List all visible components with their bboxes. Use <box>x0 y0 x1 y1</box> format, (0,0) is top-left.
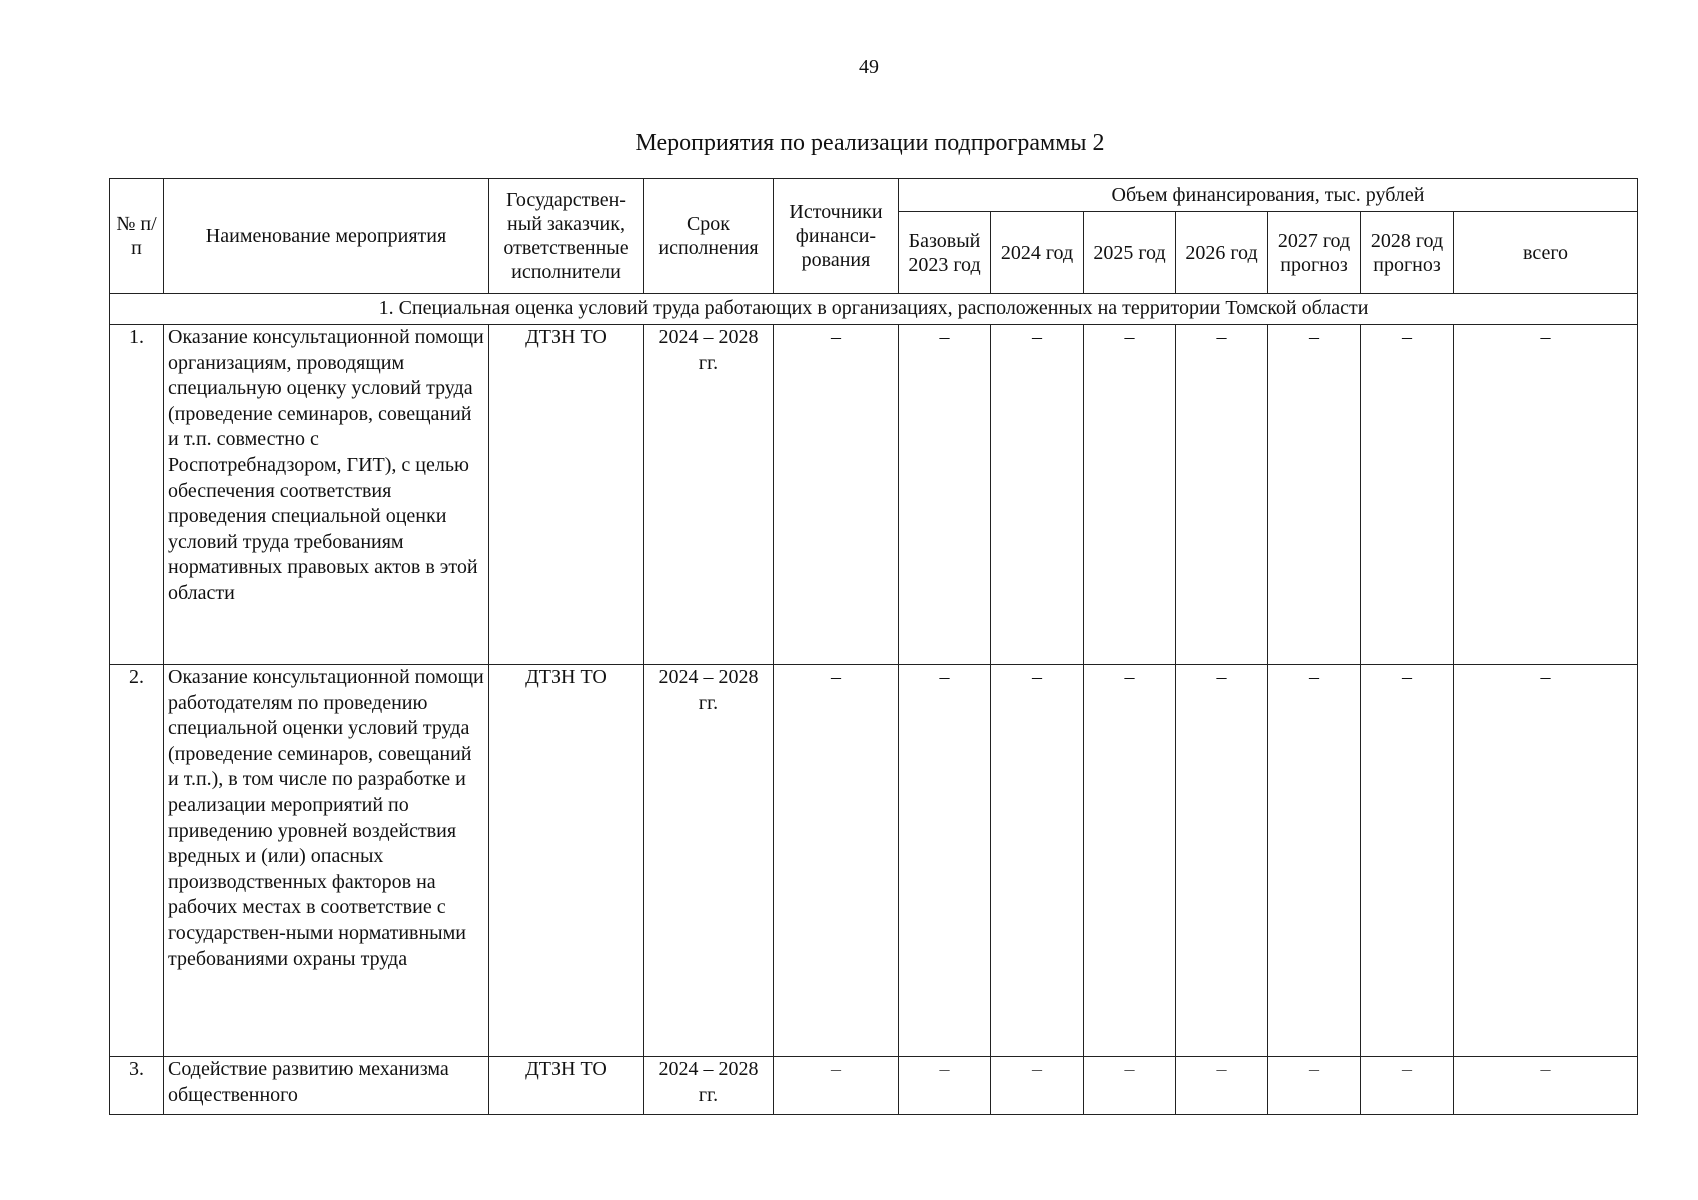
row-value-2024: – <box>991 665 1084 1057</box>
header-year-2027-forecast: 2027 год прогноз <box>1268 212 1361 294</box>
row-value-2024: – <box>991 325 1084 665</box>
row-value-2026: – <box>1176 665 1268 1057</box>
row-num: 2. <box>110 665 164 1057</box>
row-num: 3. <box>110 1057 164 1115</box>
row-value-2026: – <box>1176 1057 1268 1115</box>
page-number: 49 <box>859 56 879 78</box>
header-term: Срок исполнения <box>644 179 774 294</box>
header-year-2025: 2025 год <box>1084 212 1176 294</box>
header-sources: Источники финанси-рования <box>774 179 899 294</box>
row-source: – <box>774 1057 899 1115</box>
row-num: 1. <box>110 325 164 665</box>
row-customer: ДТЗН ТО <box>489 325 644 665</box>
row-name: Оказание консультационной помощи работодателям по проведению специальной оценки условий труда (проведение семинаров, совещаний и т.п.), в том числе по разработке и реализации мероприятий по приведению уровней воздействия вредных и (или) опасных производственных факторов на рабочих местах в соответствие с государствен-ными нормативными требованиями охраны труда <box>164 665 489 1057</box>
header-year-2024: 2024 год <box>991 212 1084 294</box>
document-title: Мероприятия по реализации подпрограммы 2 <box>635 130 1105 156</box>
row-value-2024: – <box>991 1057 1084 1115</box>
row-term: 2024 – 2028 гг. <box>644 1057 774 1115</box>
row-value-2025: – <box>1084 665 1176 1057</box>
row-value-2028: – <box>1361 665 1454 1057</box>
row-value-2026: – <box>1176 325 1268 665</box>
row-value-2028: – <box>1361 325 1454 665</box>
row-value-2027: – <box>1268 1057 1361 1115</box>
header-year-2026: 2026 год <box>1176 212 1268 294</box>
row-name: Содействие развитию механизма общественного <box>164 1057 489 1115</box>
row-value-2025: – <box>1084 325 1176 665</box>
header-num: № п/п <box>110 179 164 294</box>
row-value-2027: – <box>1268 325 1361 665</box>
row-source: – <box>774 325 899 665</box>
row-value-base-2023: – <box>899 665 991 1057</box>
table-row <box>110 325 1638 665</box>
row-name: Оказание консультационной помощи организациям, проводящим специальную оценку условий труда (проведение семинаров, совещаний и т.п. совместно с Роспотребнадзором, ГИТ), с целью обеспечения соответствия проведения специальной оценки условий труда требованиям нормативных правовых актов в этой области <box>164 325 489 665</box>
header-year-2028-forecast: 2028 год прогноз <box>1361 212 1454 294</box>
table-row <box>110 1057 1638 1115</box>
table-row <box>110 665 1638 1057</box>
header-name: Наименование мероприятия <box>164 179 489 294</box>
measures-table <box>109 178 1638 1115</box>
section-title: 1. Специальная оценка условий труда работающих в организациях, расположенных на территории Томской области <box>110 294 1638 325</box>
row-source: – <box>774 665 899 1057</box>
row-term: 2024 – 2028 гг. <box>644 325 774 665</box>
row-value-2025: – <box>1084 1057 1176 1115</box>
header-financing: Объем финансирования, тыс. рублей <box>899 179 1638 212</box>
row-term: 2024 – 2028 гг. <box>644 665 774 1057</box>
row-value-2028: – <box>1361 1057 1454 1115</box>
header-total: всего <box>1454 212 1638 294</box>
row-value-total: – <box>1454 1057 1638 1115</box>
header-customer: Государствен-ный заказчик, ответственные исполнители <box>489 179 644 294</box>
row-value-base-2023: – <box>899 325 991 665</box>
row-value-2027: – <box>1268 665 1361 1057</box>
row-value-base-2023: – <box>899 1057 991 1115</box>
row-customer: ДТЗН ТО <box>489 665 644 1057</box>
row-customer: ДТЗН ТО <box>489 1057 644 1115</box>
header-year-base-2023: Базовый 2023 год <box>899 212 991 294</box>
row-value-total: – <box>1454 325 1638 665</box>
row-value-total: – <box>1454 665 1638 1057</box>
